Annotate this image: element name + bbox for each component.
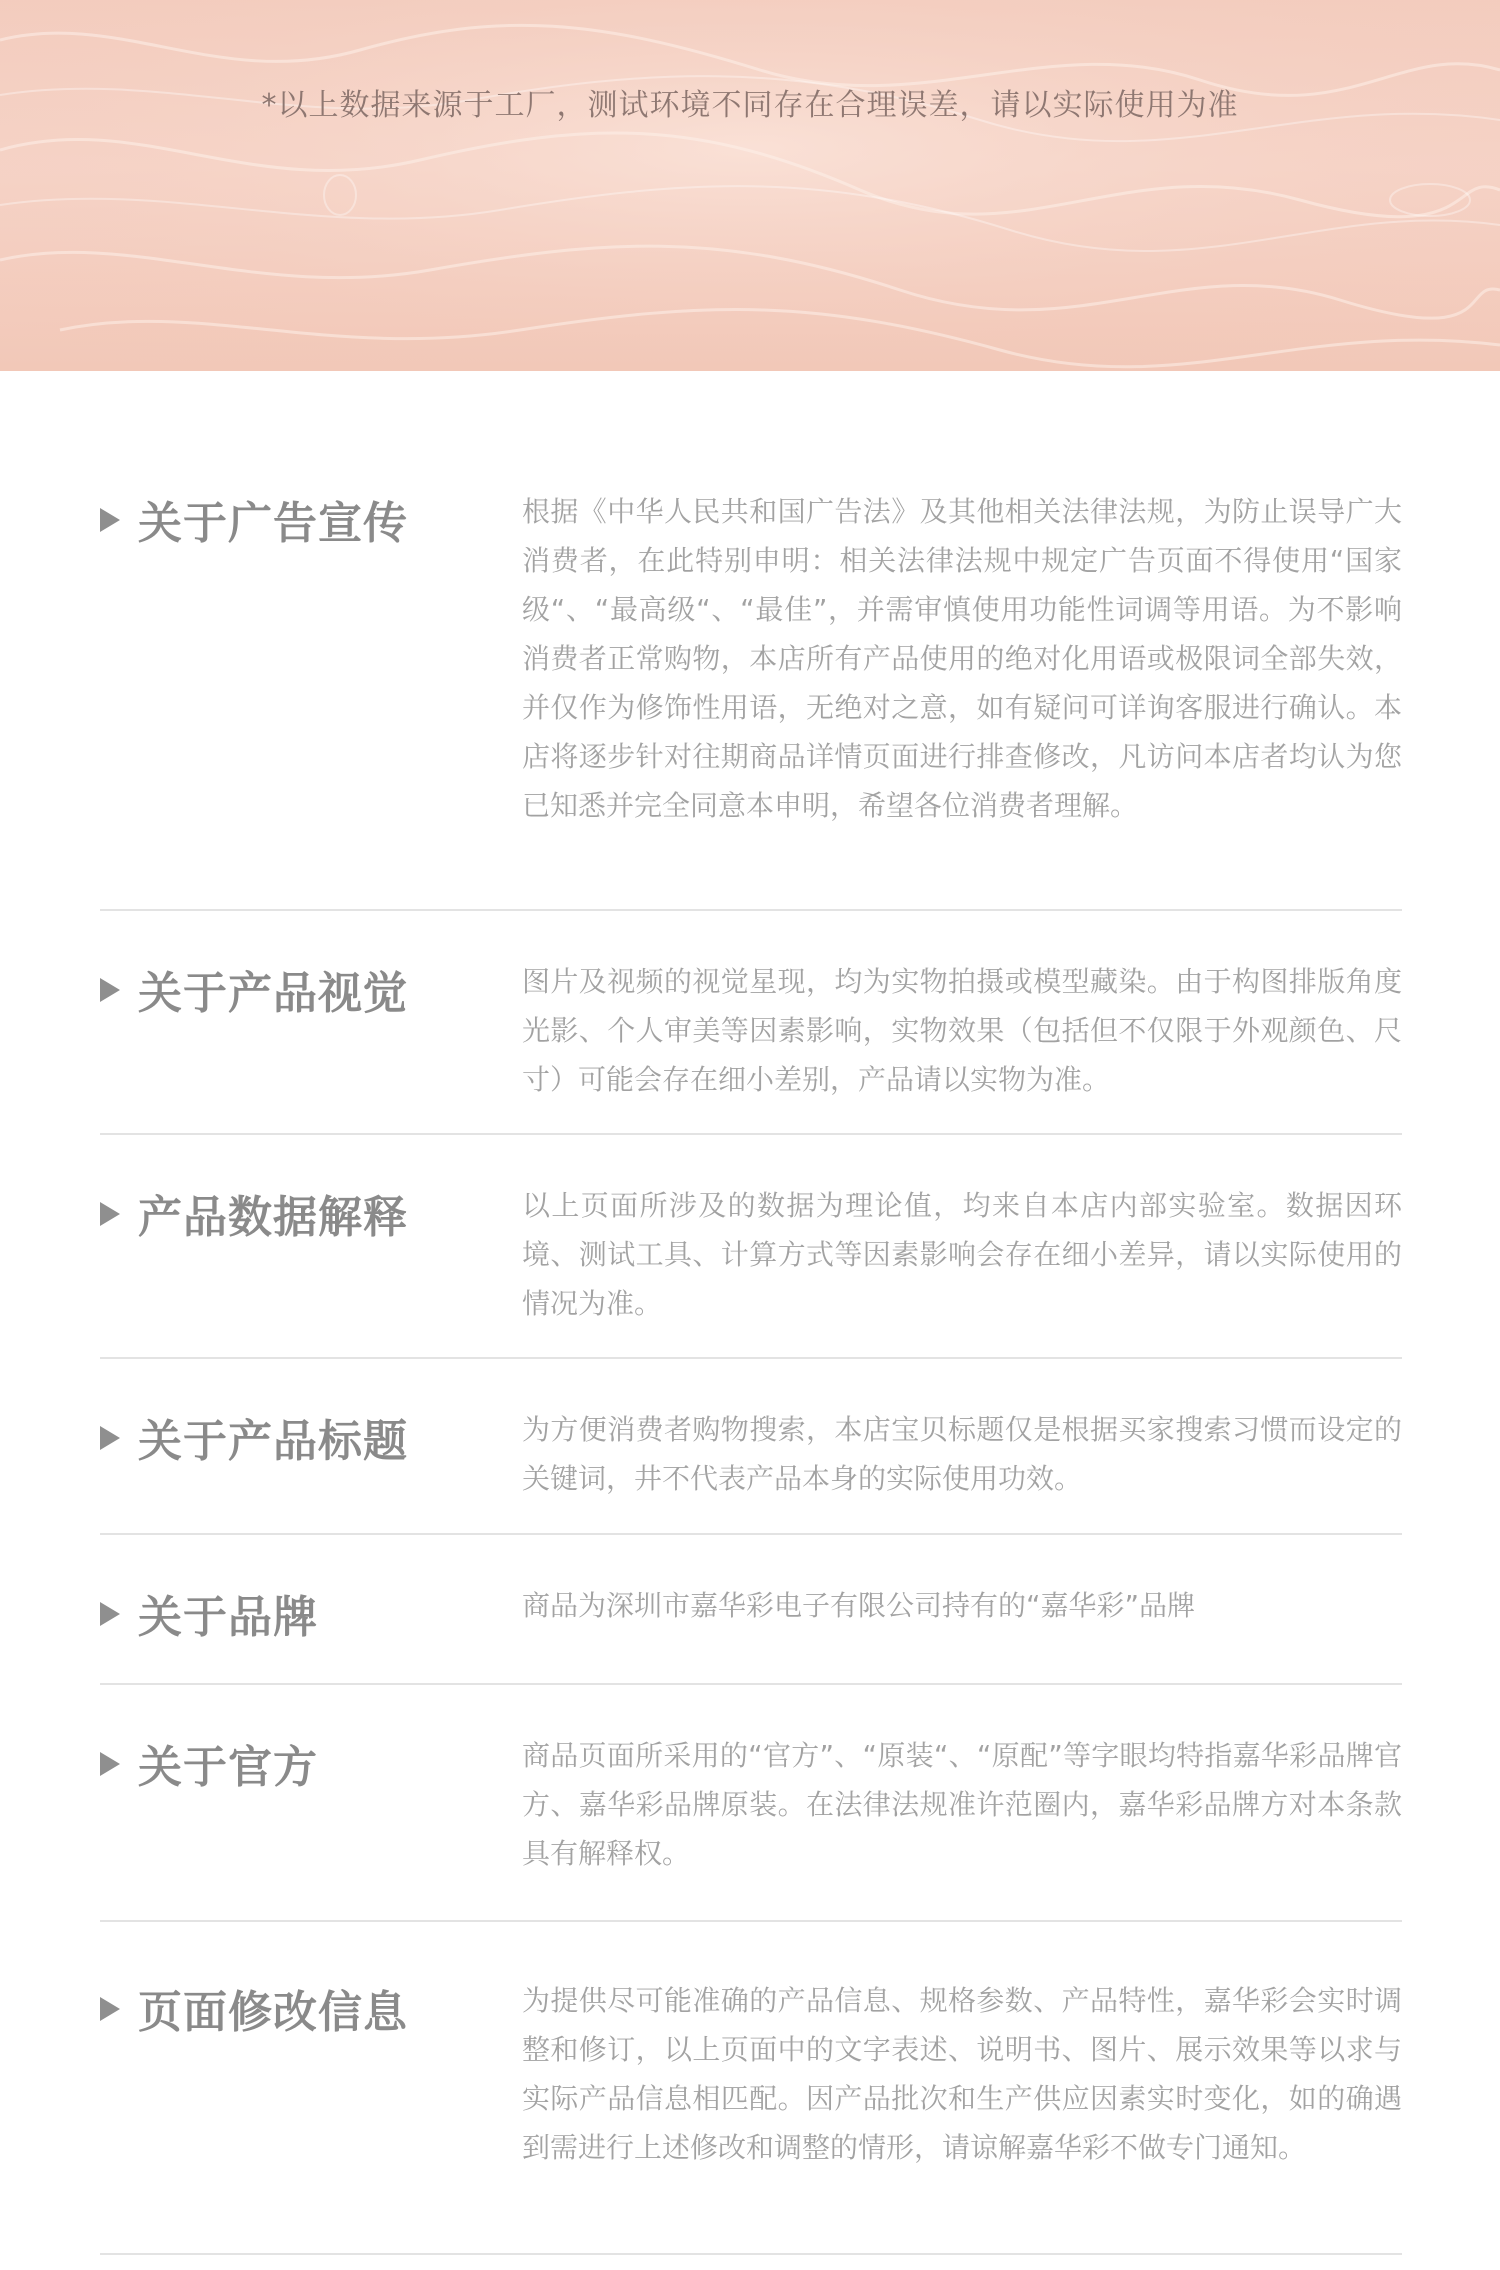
section-heading	[100, 1181, 460, 1245]
section-heading	[100, 1581, 460, 1645]
triangle-right-icon	[100, 1602, 120, 1626]
water-texture-image	[0, 0, 1500, 371]
triangle-right-icon	[100, 1202, 120, 1226]
section-title: 产品数据解释	[138, 1192, 408, 1243]
section-title: 关于产品视觉	[138, 968, 408, 1019]
triangle-right-icon	[100, 1997, 120, 2021]
section-body: 为方便消费者购物搜索，本店宝贝标题仅是根据买家搜索习惯而设定的关键词，井不代表产品本身的实际使用功效。	[522, 1413, 1402, 1495]
section-body: 图片及视频的视觉星现，均为实物拍摄或模型藏染。由于构图排版角度光影、个人审美等因素影响，实物效果（包括但不仅限于外观颜色、尺寸）可能会存在细小差别，产品请以实物为准。	[522, 965, 1402, 1096]
section-body: 商品页面所采用的“官方”、“原装“、“原配”等字眼均特指嘉华彩品牌官方、嘉华彩品牌原装。在法律法规准许范圈内，嘉华彩品牌方对本条款具有解释权。	[522, 1739, 1402, 1870]
section-heading	[100, 1976, 460, 2040]
triangle-right-icon	[100, 508, 120, 532]
section-title: 关于品牌	[138, 1592, 318, 1643]
divider	[100, 1920, 1402, 1922]
divider	[100, 1357, 1402, 1359]
section-heading	[100, 957, 460, 1021]
triangle-right-icon	[100, 1426, 120, 1450]
section-title: 关于官方	[138, 1742, 318, 1793]
banner	[0, 0, 1500, 371]
section-body: 以上页面所涉及的数据为理论值，均来自本店内部实验室。数据因环境、测试工具、计算方式等因素影响会存在细小差异，请以实际使用的情况为准。	[522, 1189, 1402, 1320]
divider	[100, 1683, 1402, 1685]
divider	[100, 1133, 1402, 1135]
section-body: 商品为深圳市嘉华彩电子有限公司持有的“嘉华彩”品牌	[522, 1589, 1196, 1622]
section-title: 关于产品标题	[138, 1416, 408, 1467]
section-body: 为提供尽可能准确的产品信息、规格参数、产品特性，嘉华彩会实时调整和修订，以上页面中的文字表述、说明书、图片、展示效果等以求与实际产品信息相匹配。因产品批次和生产供应因素实时变化，如的确遇到需进行上述修改和调整的情形，请谅解嘉华彩不做专门通知。	[522, 1984, 1402, 2164]
triangle-right-icon	[100, 978, 120, 1002]
banner-disclaimer-text: *以上数据来源于工厂，测试环境不同存在合理误差，请以实际使用为准	[261, 88, 1239, 123]
section-title: 页面修改信息	[138, 1987, 408, 2038]
section-title: 关于广告宣传	[138, 498, 408, 549]
divider	[100, 1533, 1402, 1535]
triangle-right-icon	[100, 1752, 120, 1776]
section-heading	[100, 1405, 460, 1469]
section-body: 根据《中华人民共和国广告法》及其他相关法律法规，为防止误导广大消费者，在此特别申明：相关法律法规中规定广告页面不得使用“国家级“、“最高级“、“最佳”，并需审慎使用功能性词调等用语。为不影响消费者正常购物，本店所有产品使用的绝对化用语或极限词全部失效，并仅作为修饰性用语，无绝对之意，如有疑问可详询客服进行确认。本店将逐步针对往期商品详情页面进行排查修改，凡访问本店者均认为您已知悉并完全同意本申明，希望各位消费者理解。	[522, 495, 1402, 822]
divider	[100, 2253, 1402, 2255]
section-heading	[100, 487, 460, 551]
section-heading	[100, 1731, 460, 1795]
divider	[100, 909, 1402, 911]
